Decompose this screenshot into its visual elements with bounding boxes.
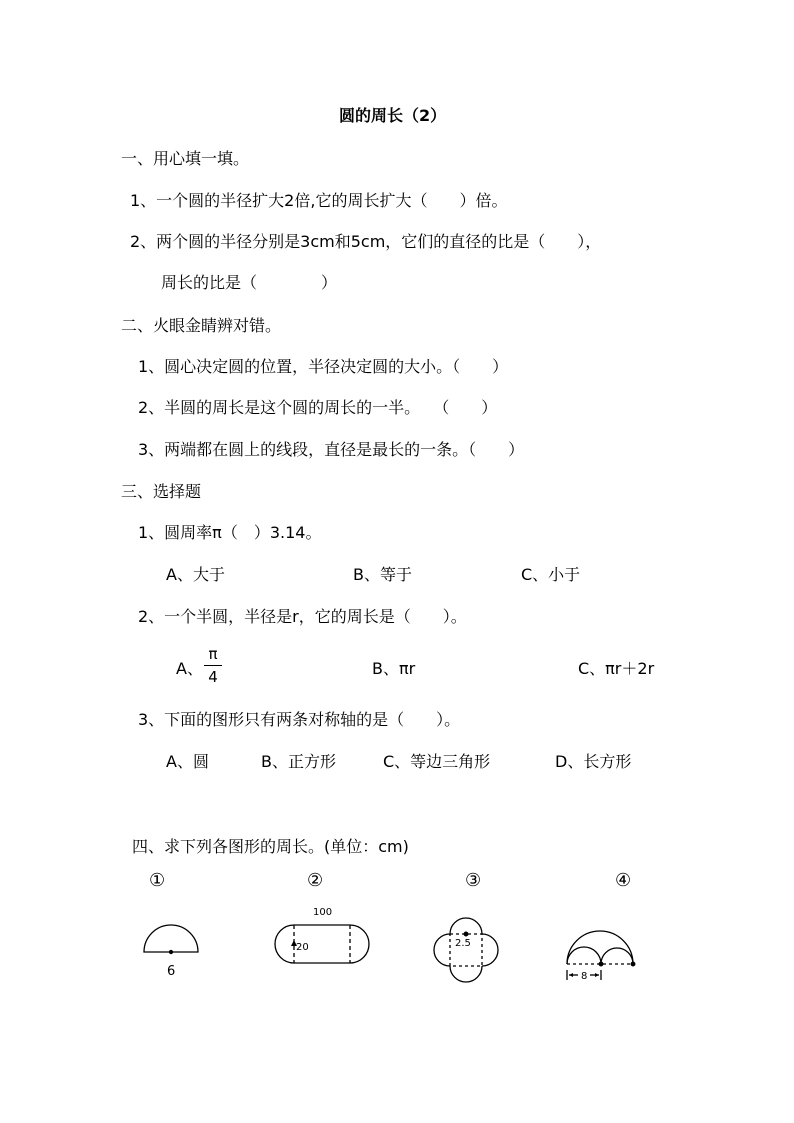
s3-question-2: 2、一个半圆，半径是r，它的周长是（ ）。	[138, 607, 467, 626]
s1-question-2-line-1: 2、两个圆的半径分别是3cm和5cm，它们的直径的比是（ ），	[130, 232, 602, 251]
s2-question-3: 3、两端都在圆上的线段，直径是最长的一条。（ ）	[138, 440, 525, 459]
fraction-numerator: π	[208, 645, 218, 663]
s3-question-1: 1、圆周率π（ ）3.14。	[138, 523, 322, 542]
s3-q3-option-b: B、正方形	[261, 752, 336, 771]
figure-2-stadium	[275, 925, 369, 963]
figure-number-4: ④	[615, 870, 632, 891]
section-2-heading: 二、火眼金睛辨对错。	[121, 316, 282, 335]
s3-q2-option-b: B、πr	[372, 659, 416, 678]
figure-2-top-label: 100	[313, 907, 333, 918]
figure-number-2: ②	[307, 870, 324, 891]
figure-number-3: ③	[465, 870, 482, 891]
s3-q1-option-a: A、大于	[166, 565, 225, 584]
section-4-heading: 四、求下列各图形的周长。(单位：cm)	[132, 837, 409, 856]
figure-1-semicircle	[144, 925, 198, 954]
s3-q2-option-a-prefix: A、	[176, 659, 203, 678]
figure-number-1: ①	[149, 870, 166, 891]
figure-2-side-label: 20	[296, 942, 309, 953]
s3-q1-option-c: C、小于	[521, 565, 581, 584]
figure-1-label: 6	[167, 964, 176, 979]
s3-q1-option-b: B、等于	[353, 565, 412, 584]
s1-question-1: 1、一个圆的半径扩大2倍,它的周长扩大（ ）倍。	[130, 191, 508, 210]
figure-4-arcs	[567, 931, 635, 980]
figure-3-quatrefoil	[434, 918, 498, 982]
figure-4-label: 8	[581, 971, 588, 982]
section-3-heading: 三、选择题	[121, 482, 202, 501]
s1-question-2-line-2: 周长的比是（ ）	[161, 273, 338, 292]
page-title: 圆的周长（2）	[339, 106, 447, 125]
s3-q3-option-d: D、长方形	[555, 752, 632, 771]
s3-q3-option-a: A、圆	[166, 752, 209, 771]
s2-question-1: 1、圆心决定圆的位置，半径决定圆的大小。（ ）	[138, 357, 509, 376]
s3-q2-option-c: C、πr＋2r	[578, 659, 655, 678]
s3-question-3: 3、下面的图形只有两条对称轴的是（ ）。	[138, 710, 461, 729]
fraction-denominator: 4	[208, 668, 218, 686]
figure-3-label: 2.5	[455, 938, 471, 949]
s3-q3-option-c: C、等边三角形	[383, 752, 491, 771]
section-1-heading: 一、用心填一填。	[121, 149, 250, 168]
s2-question-2: 2、半圆的周长是这个圆的周长的一半。 （ ）	[138, 398, 498, 417]
